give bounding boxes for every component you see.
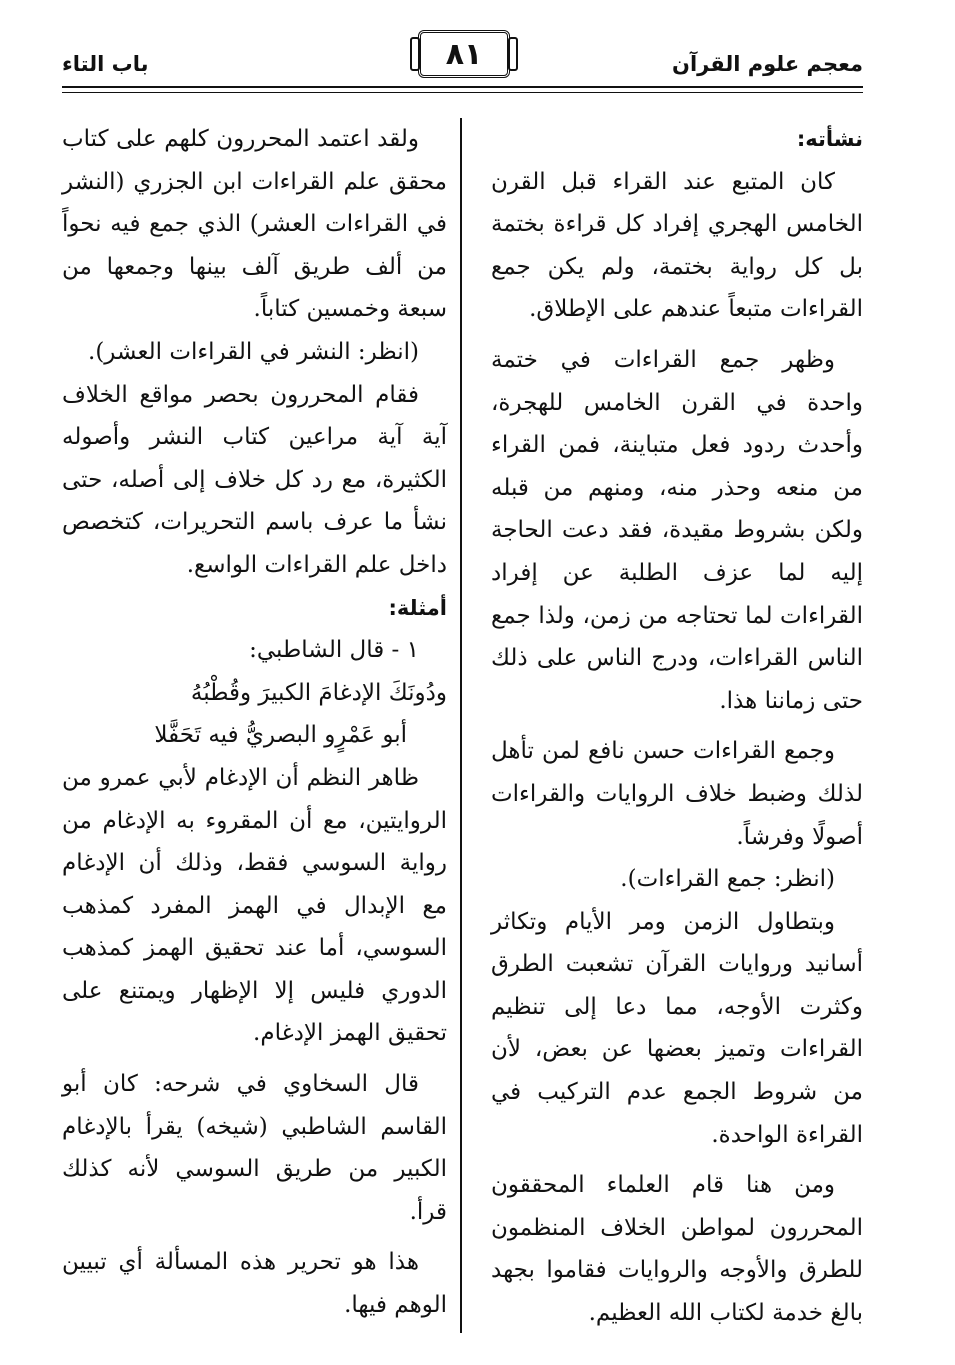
section-heading-examples: أمثلة: — [388, 595, 447, 620]
header-rule-thin — [62, 92, 863, 93]
paragraph: وبتطاول الزمن ومر الأيام وتكاثر أسانيد وروايات القرآن تشعبت الطرق وكثرت الأوجه، مما دعا إلى تنظيم القراءات وتميز بعضها عن بعض، لأن من شروط الجمع عدم التركيب في القراءة الواحدة. — [491, 908, 863, 1148]
paragraph: ومن هنا قام العلماء المحققون المحررون لمواطن الخلاف المنظمون للطرق والأوجه والروايات فقاموا بجهد بالغ خدمة لكتاب الله العظيم. — [491, 1172, 863, 1327]
paragraph: وظهر جمع القراءات في ختمة واحدة في القرن الخامس للهجرة، وأحدث ردود فعل متباينة، فمن القراء من منعه وحذر منه، ومنهم من قبله ولكن بشروط مقيدة، فقد دعت الحاجة إليه لما عزف الطلبة عن إفراد القراءات لما تحتاجه من زمن، ولذا جمع الناس القراءات، ودرج الناس على ذلك حتى زماننا هذا. — [491, 346, 863, 714]
cross-reference: (انظر: جمع القراءات). — [620, 866, 835, 893]
poem-verse-second-hemistich: أبو عَمْرٍو البصريُّ فيه تَحَفَّلا — [154, 722, 407, 749]
page-number-frame — [418, 30, 510, 78]
left-column — [62, 118, 447, 1327]
paragraph: كان المتبع عند القراء قبل القرن الخامس الهجري إفراد كل قراءة بختمة بل كل رواية بختمة، ولم يكن جمع القراءات متبعاً عندهم على الإطلاق. — [491, 168, 863, 323]
paragraph: ولقد اعتمد المحررون كلهم على كتاب محقق علم القراءات ابن الجزري (النشر في القراءات العشر) الذي جمع فيه نحواً من ألف طريق آلف بينها وجمعها من سبعة وخمسين كتاباً. — [62, 126, 447, 323]
page-number: ٨١ — [445, 36, 483, 72]
book-title: معجم علوم القرآن — [672, 52, 863, 76]
chapter-title: باب التاء — [62, 52, 149, 76]
paragraph: قال السخاوي في شرحه: كان أبو القاسم الشاطبي (شيخه) يقرأ بالإدغام الكبير من طريق السوسي لأنه كذلك قرأ. — [62, 1071, 447, 1225]
column-divider — [460, 118, 462, 1333]
poem-verse-first-hemistich: ودُونَكَ الإدغامَ الكبيرَ وقُطْبُهُ — [190, 679, 447, 706]
cross-reference: (انظر: النشر في القراءات العشر). — [88, 338, 419, 365]
right-column — [491, 118, 863, 1335]
section-heading-origin: نشأته: — [796, 127, 863, 151]
paragraph: ظاهر النظم أن الإدغام لأبي عمرو من الروايتين، مع أن المقروء به الإدغام من رواية السوسي فقط، وذلك أن الإدغام مع الإبدال في الهمز المفرد كمذهب السوسي، أما عند تحقيق الهمز كمذهب الدوري فليس إلا الإظهار ويمتنع على تحقيق الهمز الإدغام. — [62, 764, 447, 1047]
paragraph: هذا هو تحرير هذه المسألة أي تبيين الوهم فيها. — [62, 1249, 447, 1319]
example-item: ١ - قال الشاطبي: — [249, 637, 419, 664]
header-rule — [62, 86, 863, 88]
paragraph: فقام المحررون بحصر مواقع الخلاف آية آية مراعين كتاب النشر وأصوله الكثيرة، مع رد كل خلاف إلى أصله، حتى نشأ ما عرف باسم التحريرات، كتخصص داخل علم القراءات الواسع. — [62, 381, 447, 578]
paragraph: وجمع القراءات حسن نافع لمن تأهل لذلك وضبط خلاف الروايات والقراءات أصولًا وفرشاً. — [491, 738, 863, 850]
